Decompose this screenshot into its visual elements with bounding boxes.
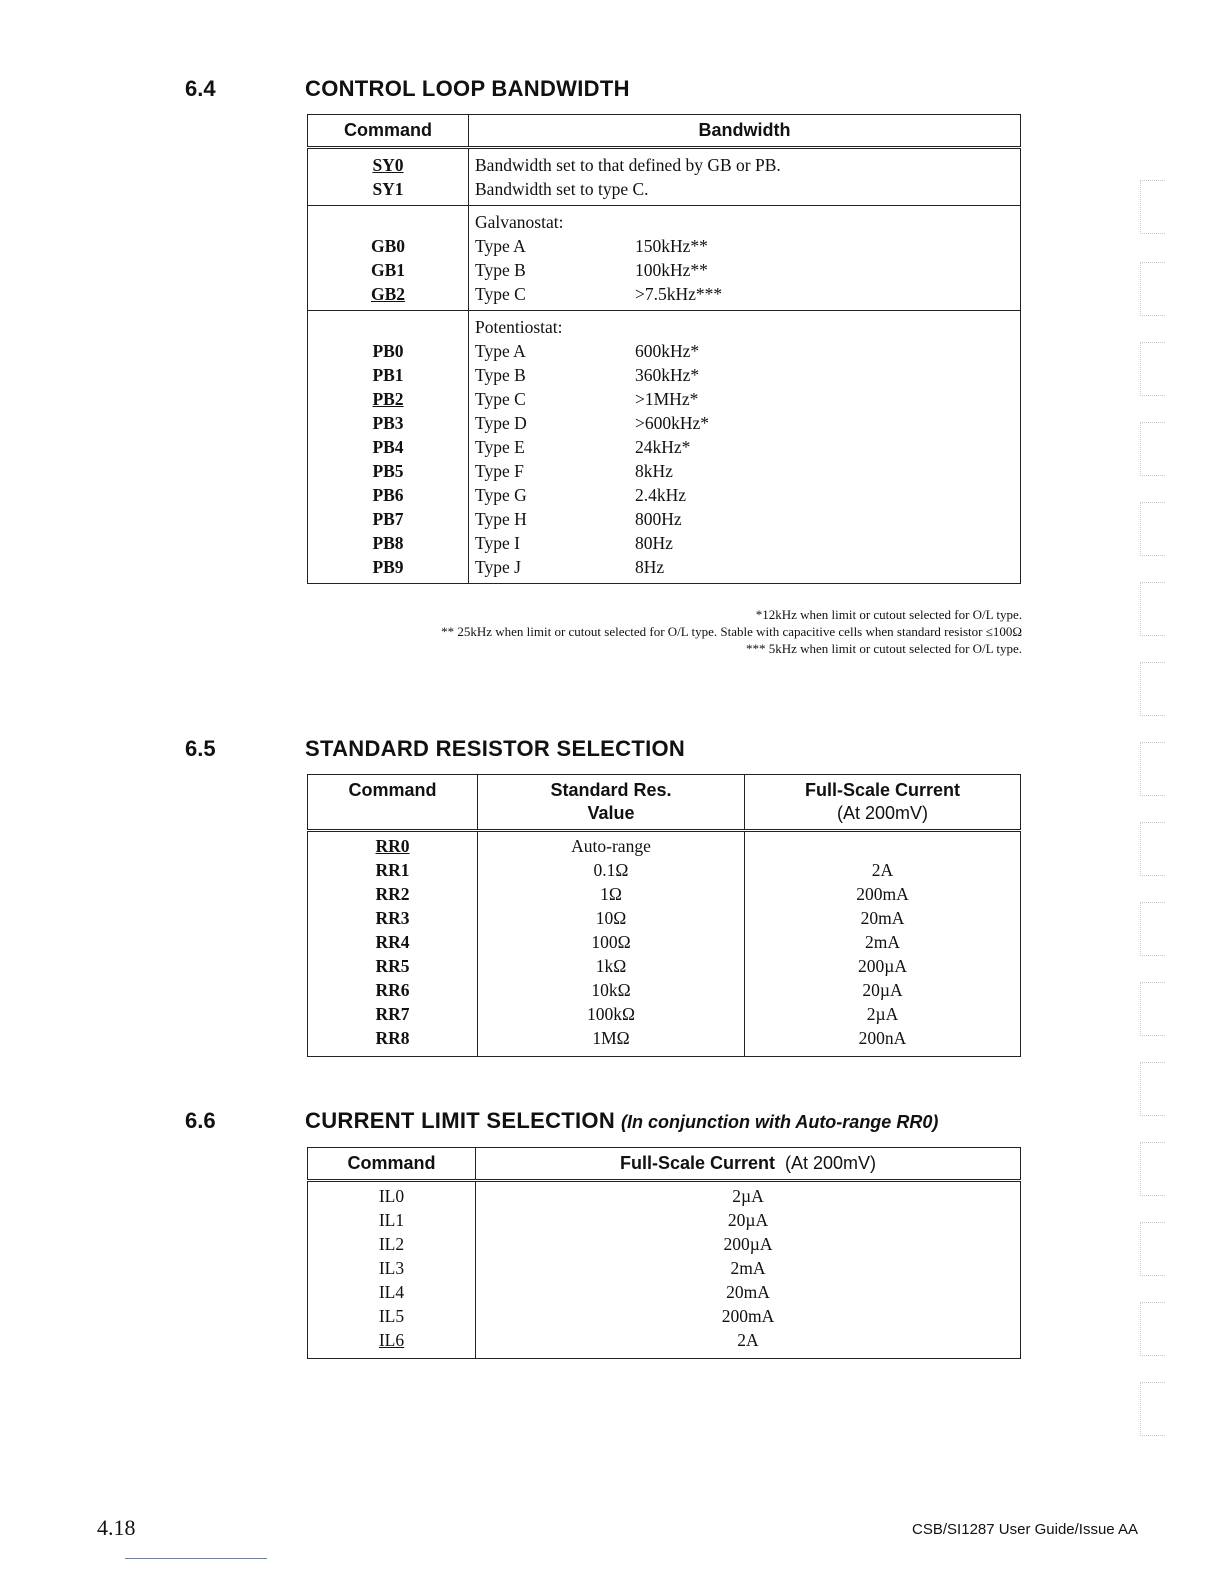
current-cell: 20mA xyxy=(726,1282,770,1302)
current-cell: 200mA xyxy=(721,1306,775,1326)
command-cell: IL2 xyxy=(378,1234,405,1254)
value-cell: 24kHz* xyxy=(635,437,691,457)
command-cell: GB0 xyxy=(370,236,406,256)
command-cell: IL1 xyxy=(378,1210,405,1230)
header-line: (At 200mV) xyxy=(836,803,929,823)
resistance-cell: 1MΩ xyxy=(592,1028,630,1048)
type-cell: Type A xyxy=(475,236,526,256)
command-cell: PB0 xyxy=(372,341,404,361)
command-cell: PB1 xyxy=(372,365,404,385)
value-cell: >7.5kHz*** xyxy=(635,284,723,304)
type-cell: Type C xyxy=(475,284,526,304)
header-line: Full-Scale Current xyxy=(804,780,961,800)
header-line: Standard Res. xyxy=(550,780,672,800)
resistance-cell: 100Ω xyxy=(591,932,631,952)
command-cell: IL0 xyxy=(378,1186,405,1206)
column-header xyxy=(745,775,1021,831)
current-cell: 20mA xyxy=(860,908,905,928)
command-cell: PB2 xyxy=(372,389,404,409)
type-cell: Type D xyxy=(475,413,527,433)
binder-mark xyxy=(1140,662,1165,716)
binder-mark xyxy=(1140,982,1165,1036)
command-cell: IL3 xyxy=(378,1258,405,1278)
limit-table xyxy=(307,1147,1021,1359)
binder-mark xyxy=(1140,582,1165,636)
column-header: Command xyxy=(308,115,469,148)
section-number: 6.5 xyxy=(185,736,216,761)
current-cell: 20µA xyxy=(727,1210,769,1230)
value-cell: 80Hz xyxy=(635,533,673,553)
binder-mark xyxy=(1140,1222,1165,1276)
current-cell: 2mA xyxy=(730,1258,766,1278)
page-number: 4.18 xyxy=(97,1515,136,1540)
binder-mark xyxy=(1140,902,1165,956)
type-cell: Type F xyxy=(475,461,524,481)
type-cell: Type B xyxy=(475,365,526,385)
command-cell: RR4 xyxy=(375,932,410,952)
command-cell: GB2 xyxy=(370,284,406,304)
binder-mark xyxy=(1140,1142,1165,1196)
resistance-cell: 1Ω xyxy=(600,884,622,904)
table-row-group xyxy=(308,148,1021,206)
command-cell: PB6 xyxy=(372,485,404,505)
command-cell: RR5 xyxy=(375,956,410,976)
type-cell: Type C xyxy=(475,389,526,409)
command-cell: PB8 xyxy=(372,533,404,553)
binder-mark xyxy=(1140,822,1165,876)
header-note: (At 200mV) xyxy=(785,1153,877,1173)
command-cell: RR8 xyxy=(375,1028,410,1048)
type-cell: Type H xyxy=(475,509,527,529)
command-cell: RR3 xyxy=(375,908,410,928)
resistance-cell: Auto-range xyxy=(571,836,651,856)
current-cell: 2µA xyxy=(732,1186,764,1206)
resistance-cell: 0.1Ω xyxy=(593,860,629,880)
command-cell: SY0 xyxy=(372,155,404,175)
column-header: Command xyxy=(308,775,478,831)
header-line: Value xyxy=(587,803,635,823)
resistance-cell: 1kΩ xyxy=(595,956,627,976)
section-title: STANDARD RESISTOR SELECTION xyxy=(305,736,686,761)
type-cell: Type I xyxy=(475,533,520,553)
table-body xyxy=(308,1181,1021,1359)
column-header: Bandwidth xyxy=(469,115,1021,148)
type-cell: Type E xyxy=(475,437,525,457)
header-line: Full-Scale Current xyxy=(619,1153,775,1173)
command-cell: RR2 xyxy=(375,884,410,904)
command-cell: PB3 xyxy=(372,413,404,433)
group-heading: Galvanostat: xyxy=(475,212,564,232)
value-cell: 600kHz* xyxy=(635,341,700,361)
footnotes xyxy=(300,606,1022,657)
type-cell: Type A xyxy=(475,341,526,361)
binder-mark xyxy=(1140,742,1165,796)
command-cell: RR6 xyxy=(375,980,410,1000)
section-title xyxy=(305,1108,938,1134)
binder-mark xyxy=(1140,180,1165,234)
binder-mark xyxy=(1140,1382,1165,1436)
current-cell: 20µA xyxy=(862,980,903,1000)
footnote: *12kHz when limit or cutout selected for O/L type. xyxy=(755,607,1022,622)
description-cell: Bandwidth set to type C. xyxy=(475,179,649,199)
current-cell: 200µA xyxy=(723,1234,773,1254)
value-cell: 2.4kHz xyxy=(635,485,687,505)
section-note: (In conjunction with Auto-range RR0) xyxy=(621,1112,939,1132)
description-cell: Bandwidth set to that defined by GB or PB. xyxy=(475,155,781,175)
command-cell: RR0 xyxy=(375,836,410,856)
current-cell: 2A xyxy=(737,1330,759,1350)
resistance-cell: 10Ω xyxy=(595,908,627,928)
column-header xyxy=(478,775,745,831)
command-cell: PB5 xyxy=(372,461,404,481)
section-title: CONTROL LOOP BANDWIDTH xyxy=(305,76,630,101)
document-reference: CSB/SI1287 User Guide/Issue AA xyxy=(912,1521,1138,1538)
command-cell: SY1 xyxy=(372,179,404,199)
binder-mark xyxy=(1140,1302,1165,1356)
value-cell: 800Hz xyxy=(635,509,682,529)
type-cell: Type G xyxy=(475,485,527,505)
command-cell: PB4 xyxy=(372,437,404,457)
command-cell: RR1 xyxy=(375,860,410,880)
binder-mark xyxy=(1140,262,1165,316)
command-cell: IL4 xyxy=(378,1282,405,1302)
command-cell: PB7 xyxy=(372,509,404,529)
current-cell xyxy=(745,834,1020,858)
table-row-group xyxy=(308,311,1021,584)
column-header: Command xyxy=(308,1148,476,1181)
resistance-cell: 100kΩ xyxy=(586,1004,635,1024)
group-heading: Potentiostat: xyxy=(475,317,563,337)
current-cell: 200mA xyxy=(856,884,909,904)
column-header xyxy=(476,1148,1021,1181)
current-cell: 2mA xyxy=(865,932,900,952)
section-number: 6.6 xyxy=(185,1108,216,1133)
type-cell: Type J xyxy=(475,557,521,577)
section-title-text: CURRENT LIMIT SELECTION xyxy=(305,1108,616,1133)
command-cell: RR7 xyxy=(375,1004,410,1024)
command-cell: IL6 xyxy=(378,1330,405,1350)
command-cell: GB1 xyxy=(370,260,406,280)
command-cell: PB9 xyxy=(372,557,404,577)
value-cell: 100kHz** xyxy=(635,260,708,280)
bandwidth-table xyxy=(307,114,1021,584)
value-cell: 150kHz** xyxy=(635,236,708,256)
current-cell: 2µA xyxy=(866,1004,899,1024)
current-cell: 200µA xyxy=(858,956,907,976)
value-cell: 360kHz* xyxy=(635,365,700,385)
value-cell: 8kHz xyxy=(635,461,673,481)
footer-rule xyxy=(125,1558,267,1559)
table-row-group xyxy=(308,206,1021,311)
binder-mark xyxy=(1140,422,1165,476)
section-number: 6.4 xyxy=(185,76,216,101)
table-body xyxy=(308,831,1021,1057)
footnote: ** 25kHz when limit or cutout selected for O/L type. Stable with capacitive cells when standard resistor ≤100Ω xyxy=(441,624,1022,639)
current-cell: 2A xyxy=(871,860,894,880)
value-cell: >1MHz* xyxy=(635,389,699,409)
binder-mark xyxy=(1140,342,1165,396)
command-cell: IL5 xyxy=(378,1306,405,1326)
binder-mark xyxy=(1140,1062,1165,1116)
resistor-table xyxy=(307,774,1021,1057)
footnote: *** 5kHz when limit or cutout selected for O/L type. xyxy=(745,641,1022,656)
type-cell: Type B xyxy=(475,260,526,280)
binder-mark xyxy=(1140,502,1165,556)
resistance-cell: 10kΩ xyxy=(591,980,631,1000)
value-cell: >600kHz* xyxy=(635,413,710,433)
current-cell: 200nA xyxy=(858,1028,907,1048)
value-cell: 8Hz xyxy=(635,557,665,577)
